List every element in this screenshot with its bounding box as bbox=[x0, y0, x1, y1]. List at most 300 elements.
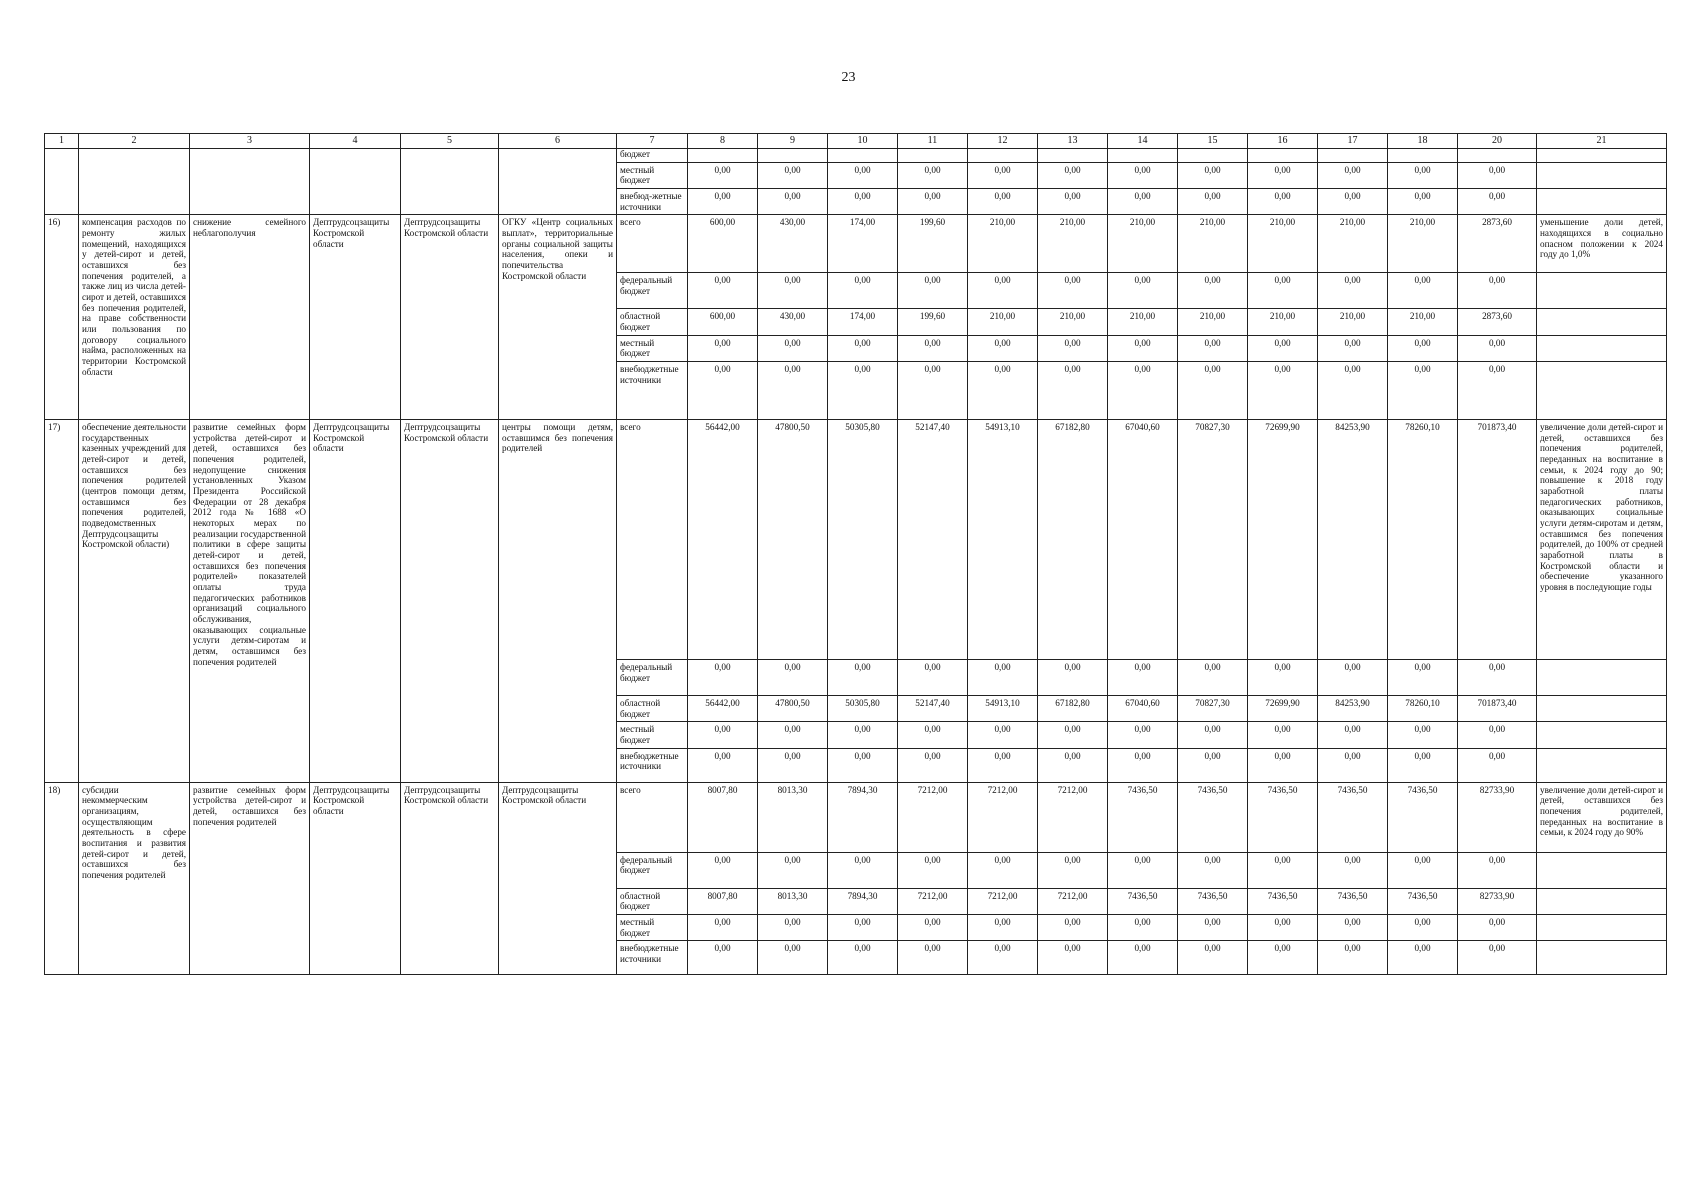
total-value-cell: 701873,40 bbox=[1458, 420, 1537, 660]
item-index: 16) bbox=[45, 215, 79, 420]
blank-cell bbox=[45, 149, 79, 215]
page-number: 23 bbox=[841, 70, 856, 85]
year-value-cell: 0,00 bbox=[1108, 852, 1178, 888]
year-value-cell bbox=[1388, 149, 1458, 163]
item-participants: центры помощи детям, оставшимся без попечения родителей bbox=[499, 420, 617, 783]
item-goal: снижение семейного неблагополучия bbox=[190, 215, 310, 420]
year-value-cell: 0,00 bbox=[1108, 362, 1178, 420]
year-value-cell: 0,00 bbox=[1108, 915, 1178, 941]
funding-source-cell: местный бюджет bbox=[617, 335, 688, 361]
year-value-cell: 0,00 bbox=[1038, 852, 1108, 888]
year-value-cell: 8007,80 bbox=[688, 782, 758, 852]
item-customer: Дептрудсоцзащиты Костромской области bbox=[401, 782, 499, 975]
year-value-cell: 0,00 bbox=[1038, 941, 1108, 975]
year-value-cell: 0,00 bbox=[898, 852, 968, 888]
year-value-cell: 0,00 bbox=[1318, 722, 1388, 748]
blank-cell bbox=[499, 149, 617, 215]
year-value-cell: 0,00 bbox=[968, 941, 1038, 975]
year-value-cell: 7436,50 bbox=[1248, 782, 1318, 852]
year-value-cell: 0,00 bbox=[758, 189, 828, 215]
year-value-cell: 0,00 bbox=[688, 273, 758, 309]
year-value-cell: 0,00 bbox=[1318, 915, 1388, 941]
year-value-cell: 0,00 bbox=[968, 915, 1038, 941]
year-value-cell: 0,00 bbox=[828, 748, 898, 782]
year-value-cell: 47800,50 bbox=[758, 420, 828, 660]
item-executor: Дептрудсоцзащиты Костромской области bbox=[310, 215, 401, 420]
year-value-cell: 0,00 bbox=[688, 852, 758, 888]
year-value-cell: 0,00 bbox=[968, 362, 1038, 420]
funding-source-cell: внебюджетные источники bbox=[617, 748, 688, 782]
year-value-cell: 0,00 bbox=[1388, 273, 1458, 309]
result-cell bbox=[1537, 309, 1667, 335]
year-value-cell: 0,00 bbox=[1178, 941, 1248, 975]
year-value-cell: 0,00 bbox=[828, 915, 898, 941]
total-value-cell: 0,00 bbox=[1458, 162, 1537, 188]
total-value-cell: 82733,90 bbox=[1458, 888, 1537, 914]
year-value-cell: 0,00 bbox=[828, 189, 898, 215]
column-number-cell: 13 bbox=[1038, 134, 1108, 149]
year-value-cell: 56442,00 bbox=[688, 420, 758, 660]
year-value-cell: 0,00 bbox=[688, 941, 758, 975]
result-cell bbox=[1537, 852, 1667, 888]
year-value-cell: 7436,50 bbox=[1388, 782, 1458, 852]
year-value-cell: 0,00 bbox=[688, 660, 758, 696]
funding-source-cell: федеральный бюджет bbox=[617, 273, 688, 309]
year-value-cell: 0,00 bbox=[1318, 852, 1388, 888]
year-value-cell: 7436,50 bbox=[1318, 782, 1388, 852]
year-value-cell: 7212,00 bbox=[898, 782, 968, 852]
year-value-cell: 0,00 bbox=[1108, 273, 1178, 309]
year-value-cell: 0,00 bbox=[898, 748, 968, 782]
funding-source-cell: внебюджетные источники bbox=[617, 362, 688, 420]
year-value-cell: 7436,50 bbox=[1108, 782, 1178, 852]
year-value-cell: 210,00 bbox=[1388, 215, 1458, 273]
year-value-cell: 430,00 bbox=[758, 215, 828, 273]
year-value-cell: 0,00 bbox=[1388, 335, 1458, 361]
year-value-cell: 210,00 bbox=[1318, 215, 1388, 273]
column-number-cell: 15 bbox=[1178, 134, 1248, 149]
total-value-cell: 2873,60 bbox=[1458, 309, 1537, 335]
year-value-cell: 0,00 bbox=[968, 335, 1038, 361]
year-value-cell: 0,00 bbox=[898, 162, 968, 188]
column-number-cell: 3 bbox=[190, 134, 310, 149]
year-value-cell: 7436,50 bbox=[1178, 782, 1248, 852]
result-cell bbox=[1537, 722, 1667, 748]
year-value-cell: 0,00 bbox=[1388, 189, 1458, 215]
continuation-row bbox=[45, 149, 1667, 163]
year-value-cell: 50305,80 bbox=[828, 420, 898, 660]
year-value-cell bbox=[1248, 149, 1318, 163]
year-value-cell: 0,00 bbox=[1108, 748, 1178, 782]
funding-source-cell: внебюд-жетные источники bbox=[617, 189, 688, 215]
year-value-cell bbox=[1038, 149, 1108, 163]
year-value-cell: 0,00 bbox=[968, 660, 1038, 696]
year-value-cell: 0,00 bbox=[1108, 335, 1178, 361]
year-value-cell: 0,00 bbox=[1248, 722, 1318, 748]
year-value-cell: 67182,80 bbox=[1038, 420, 1108, 660]
column-number-cell: 21 bbox=[1537, 134, 1667, 149]
item-index: 18) bbox=[45, 782, 79, 975]
column-number-cell: 16 bbox=[1248, 134, 1318, 149]
year-value-cell: 0,00 bbox=[688, 748, 758, 782]
column-number-cell: 14 bbox=[1108, 134, 1178, 149]
year-value-cell: 72699,90 bbox=[1248, 696, 1318, 722]
item-goal: развитие семейных форм устройства детей-сирот и детей, оставшихся без попечения родителей bbox=[190, 782, 310, 975]
item-name: субсидии некоммерческим организациям, осуществляющим деятельность в сфере воспитания и развития детей-сирот и детей, оставшихся без попечения родителей bbox=[79, 782, 190, 975]
year-value-cell: 7436,50 bbox=[1318, 888, 1388, 914]
year-value-cell: 70827,30 bbox=[1178, 696, 1248, 722]
year-value-cell: 7212,00 bbox=[898, 888, 968, 914]
year-value-cell: 0,00 bbox=[968, 162, 1038, 188]
year-value-cell: 0,00 bbox=[688, 162, 758, 188]
year-value-cell bbox=[828, 149, 898, 163]
year-value-cell: 0,00 bbox=[1388, 722, 1458, 748]
item-goal: развитие семейных форм устройства детей-сирот и детей, оставшихся без попечения родителей, недопущение снижения установленных Указом Президента Российской Федерации от 28 декабря 2012 года № 1688 «О некоторых мерах по реализации государственной политики в сфере защиты детей-сирот и детей, оставшихся без попечения родителей» показателей оплаты труда педагогических работников организаций социального обслуживания, оказывающих социальные услуги детям-сиротам и детям, оставшимся без попечения родителей bbox=[190, 420, 310, 783]
total-value-cell: 0,00 bbox=[1458, 748, 1537, 782]
year-value-cell: 0,00 bbox=[828, 852, 898, 888]
year-value-cell: 0,00 bbox=[1178, 189, 1248, 215]
year-value-cell: 210,00 bbox=[1388, 309, 1458, 335]
item-executor: Дептрудсоцзащиты Костромской области bbox=[310, 782, 401, 975]
column-number-cell: 6 bbox=[499, 134, 617, 149]
year-value-cell: 0,00 bbox=[1248, 915, 1318, 941]
year-value-cell: 0,00 bbox=[1388, 748, 1458, 782]
year-value-cell: 0,00 bbox=[758, 941, 828, 975]
year-value-cell: 0,00 bbox=[758, 915, 828, 941]
column-number-cell: 2 bbox=[79, 134, 190, 149]
funding-source-cell: местный бюджет bbox=[617, 162, 688, 188]
year-value-cell: 50305,80 bbox=[828, 696, 898, 722]
year-value-cell: 72699,90 bbox=[1248, 420, 1318, 660]
year-value-cell: 7212,00 bbox=[968, 888, 1038, 914]
year-value-cell: 0,00 bbox=[1318, 273, 1388, 309]
year-value-cell: 0,00 bbox=[828, 722, 898, 748]
year-value-cell: 67040,60 bbox=[1108, 420, 1178, 660]
year-value-cell: 0,00 bbox=[758, 273, 828, 309]
year-value-cell: 0,00 bbox=[1108, 941, 1178, 975]
year-value-cell: 0,00 bbox=[1038, 722, 1108, 748]
year-value-cell: 0,00 bbox=[1178, 722, 1248, 748]
year-value-cell: 600,00 bbox=[688, 309, 758, 335]
year-value-cell: 0,00 bbox=[1108, 722, 1178, 748]
year-value-cell: 56442,00 bbox=[688, 696, 758, 722]
year-value-cell: 8007,80 bbox=[688, 888, 758, 914]
year-value-cell: 0,00 bbox=[1248, 852, 1318, 888]
result-cell bbox=[1537, 189, 1667, 215]
result-cell bbox=[1537, 748, 1667, 782]
item-participants: ОГКУ «Центр социальных выплат», территориальные органы социальной защиты населения, опеки и попечительства Костромской области bbox=[499, 215, 617, 420]
year-value-cell: 8013,30 bbox=[758, 782, 828, 852]
year-value-cell: 0,00 bbox=[1318, 189, 1388, 215]
year-value-cell: 0,00 bbox=[1248, 748, 1318, 782]
year-value-cell: 0,00 bbox=[828, 941, 898, 975]
year-value-cell: 0,00 bbox=[1038, 335, 1108, 361]
column-number-cell: 8 bbox=[688, 134, 758, 149]
funding-source-cell: федеральный бюджет bbox=[617, 660, 688, 696]
item-customer: Дептрудсоцзащиты Костромской области bbox=[401, 420, 499, 783]
year-value-cell: 199,60 bbox=[898, 309, 968, 335]
year-value-cell: 0,00 bbox=[1038, 660, 1108, 696]
total-value-cell: 2873,60 bbox=[1458, 215, 1537, 273]
year-value-cell: 0,00 bbox=[828, 273, 898, 309]
column-number-cell: 10 bbox=[828, 134, 898, 149]
year-value-cell: 67040,60 bbox=[1108, 696, 1178, 722]
result-cell bbox=[1537, 335, 1667, 361]
year-value-cell: 0,00 bbox=[1038, 273, 1108, 309]
year-value-cell: 0,00 bbox=[758, 362, 828, 420]
year-value-cell: 0,00 bbox=[828, 660, 898, 696]
year-value-cell: 0,00 bbox=[1178, 162, 1248, 188]
total-value-cell: 0,00 bbox=[1458, 189, 1537, 215]
result-cell bbox=[1537, 660, 1667, 696]
result-cell bbox=[1537, 888, 1667, 914]
column-number-cell: 17 bbox=[1318, 134, 1388, 149]
item-name: обеспечение деятельности государственных казенных учреждений для детей-сирот и детей, оставшихся без попечения родителей (центров помощи детям, оставшимся без попечения родителей, подведомственных Дептрудсоцзащиты Костромской области) bbox=[79, 420, 190, 783]
year-value-cell: 210,00 bbox=[1318, 309, 1388, 335]
column-number-cell: 4 bbox=[310, 134, 401, 149]
year-value-cell: 210,00 bbox=[968, 309, 1038, 335]
year-value-cell: 210,00 bbox=[1038, 215, 1108, 273]
column-number-cell: 11 bbox=[898, 134, 968, 149]
year-value-cell: 0,00 bbox=[1178, 335, 1248, 361]
year-value-cell: 7212,00 bbox=[968, 782, 1038, 852]
column-number-cell: 7 bbox=[617, 134, 688, 149]
year-value-cell: 0,00 bbox=[1388, 915, 1458, 941]
year-value-cell: 0,00 bbox=[898, 915, 968, 941]
total-value-cell: 0,00 bbox=[1458, 335, 1537, 361]
year-value-cell: 70827,30 bbox=[1178, 420, 1248, 660]
funding-source-cell: всего bbox=[617, 782, 688, 852]
year-value-cell bbox=[688, 149, 758, 163]
year-value-cell: 47800,50 bbox=[758, 696, 828, 722]
year-value-cell: 0,00 bbox=[1248, 273, 1318, 309]
year-value-cell: 0,00 bbox=[898, 722, 968, 748]
year-value-cell bbox=[898, 149, 968, 163]
total-value-cell: 701873,40 bbox=[1458, 696, 1537, 722]
funding-source-cell: федеральный бюджет bbox=[617, 852, 688, 888]
result-cell bbox=[1537, 362, 1667, 420]
year-value-cell: 0,00 bbox=[688, 915, 758, 941]
column-number-cell: 18 bbox=[1388, 134, 1458, 149]
funding-source-cell: всего bbox=[617, 215, 688, 273]
item-row bbox=[45, 782, 1667, 852]
result-cell bbox=[1537, 149, 1667, 163]
column-number-cell: 1 bbox=[45, 134, 79, 149]
item-executor: Дептрудсоцзащиты Костромской области bbox=[310, 420, 401, 783]
year-value-cell bbox=[758, 149, 828, 163]
column-number-row bbox=[45, 134, 1667, 149]
year-value-cell: 0,00 bbox=[1388, 162, 1458, 188]
year-value-cell: 0,00 bbox=[1038, 189, 1108, 215]
total-value-cell: 0,00 bbox=[1458, 941, 1537, 975]
year-value-cell: 210,00 bbox=[1248, 309, 1318, 335]
column-number-cell: 5 bbox=[401, 134, 499, 149]
total-value-cell: 0,00 bbox=[1458, 915, 1537, 941]
year-value-cell: 0,00 bbox=[1248, 335, 1318, 361]
year-value-cell: 210,00 bbox=[1248, 215, 1318, 273]
year-value-cell: 54913,10 bbox=[968, 420, 1038, 660]
year-value-cell: 0,00 bbox=[758, 748, 828, 782]
year-value-cell: 84253,90 bbox=[1318, 696, 1388, 722]
year-value-cell: 0,00 bbox=[1038, 362, 1108, 420]
program-activities-table bbox=[44, 133, 1667, 975]
year-value-cell: 0,00 bbox=[828, 162, 898, 188]
year-value-cell: 0,00 bbox=[1318, 335, 1388, 361]
year-value-cell: 0,00 bbox=[688, 335, 758, 361]
year-value-cell: 210,00 bbox=[1178, 309, 1248, 335]
year-value-cell: 0,00 bbox=[758, 660, 828, 696]
column-number-cell: 12 bbox=[968, 134, 1038, 149]
year-value-cell: 0,00 bbox=[1178, 660, 1248, 696]
year-value-cell: 0,00 bbox=[898, 335, 968, 361]
year-value-cell: 0,00 bbox=[968, 748, 1038, 782]
funding-source-cell: областной бюджет bbox=[617, 696, 688, 722]
year-value-cell: 0,00 bbox=[758, 852, 828, 888]
year-value-cell: 0,00 bbox=[898, 273, 968, 309]
year-value-cell: 174,00 bbox=[828, 215, 898, 273]
year-value-cell: 0,00 bbox=[758, 335, 828, 361]
funding-source-cell: областной бюджет bbox=[617, 888, 688, 914]
year-value-cell: 0,00 bbox=[1108, 660, 1178, 696]
funding-source-cell: бюджет bbox=[617, 149, 688, 163]
year-value-cell: 78260,10 bbox=[1388, 420, 1458, 660]
year-value-cell: 0,00 bbox=[1318, 941, 1388, 975]
year-value-cell: 0,00 bbox=[1038, 915, 1108, 941]
funding-source-cell: местный бюджет bbox=[617, 722, 688, 748]
year-value-cell: 7212,00 bbox=[1038, 888, 1108, 914]
total-value-cell: 0,00 bbox=[1458, 722, 1537, 748]
year-value-cell: 0,00 bbox=[1388, 852, 1458, 888]
year-value-cell: 0,00 bbox=[688, 722, 758, 748]
column-number-cell: 9 bbox=[758, 134, 828, 149]
year-value-cell: 0,00 bbox=[1388, 362, 1458, 420]
year-value-cell: 199,60 bbox=[898, 215, 968, 273]
item-result: увеличение доли детей-сирот и детей, оставшихся без попечения родителей, переданных на воспитание в семьи, к 2024 году до 90; повышение к 2018 году заработной платы педагогических работников, оказывающих социальные услуги детям-сиротам и детям, оставшимся без попечения родителей, до 100% от средней заработной платы в Костромской области и обеспечение указанного уровня в последующие годы bbox=[1537, 420, 1667, 660]
year-value-cell: 7436,50 bbox=[1178, 888, 1248, 914]
year-value-cell: 0,00 bbox=[1318, 660, 1388, 696]
year-value-cell: 600,00 bbox=[688, 215, 758, 273]
blank-cell bbox=[79, 149, 190, 215]
year-value-cell: 7436,50 bbox=[1108, 888, 1178, 914]
year-value-cell: 52147,40 bbox=[898, 420, 968, 660]
year-value-cell: 210,00 bbox=[1038, 309, 1108, 335]
year-value-cell: 0,00 bbox=[1388, 660, 1458, 696]
year-value-cell: 8013,30 bbox=[758, 888, 828, 914]
funding-source-cell: внебюджетные источники bbox=[617, 941, 688, 975]
total-value-cell bbox=[1458, 149, 1537, 163]
result-cell bbox=[1537, 162, 1667, 188]
year-value-cell: 0,00 bbox=[968, 189, 1038, 215]
year-value-cell: 0,00 bbox=[1178, 273, 1248, 309]
item-participants: Дептрудсоцзащиты Костромской области bbox=[499, 782, 617, 975]
total-value-cell: 0,00 bbox=[1458, 273, 1537, 309]
year-value-cell: 0,00 bbox=[1318, 362, 1388, 420]
item-name: компенсация расходов по ремонту жилых помещений, находящихся у детей-сирот и детей, оставшихся без попечения родителей, а также лиц из числа детей-сирот и детей, оставшихся без попечения родителей, на праве собственности или пользования по договору социального найма, расположенных на территории Костромской области bbox=[79, 215, 190, 420]
year-value-cell bbox=[1108, 149, 1178, 163]
year-value-cell: 7894,30 bbox=[828, 782, 898, 852]
year-value-cell bbox=[968, 149, 1038, 163]
year-value-cell: 67182,80 bbox=[1038, 696, 1108, 722]
year-value-cell: 0,00 bbox=[968, 852, 1038, 888]
item-row bbox=[45, 215, 1667, 273]
result-cell bbox=[1537, 273, 1667, 309]
year-value-cell: 174,00 bbox=[828, 309, 898, 335]
year-value-cell: 0,00 bbox=[758, 162, 828, 188]
year-value-cell: 54913,10 bbox=[968, 696, 1038, 722]
year-value-cell: 52147,40 bbox=[898, 696, 968, 722]
year-value-cell bbox=[1178, 149, 1248, 163]
year-value-cell: 0,00 bbox=[898, 362, 968, 420]
year-value-cell: 0,00 bbox=[1248, 941, 1318, 975]
total-value-cell: 0,00 bbox=[1458, 362, 1537, 420]
result-cell bbox=[1537, 915, 1667, 941]
year-value-cell: 0,00 bbox=[828, 335, 898, 361]
year-value-cell: 210,00 bbox=[1108, 309, 1178, 335]
total-value-cell: 82733,90 bbox=[1458, 782, 1537, 852]
year-value-cell: 7894,30 bbox=[828, 888, 898, 914]
year-value-cell: 7212,00 bbox=[1038, 782, 1108, 852]
year-value-cell: 0,00 bbox=[968, 273, 1038, 309]
year-value-cell: 0,00 bbox=[1178, 915, 1248, 941]
year-value-cell: 430,00 bbox=[758, 309, 828, 335]
blank-cell bbox=[190, 149, 310, 215]
year-value-cell: 0,00 bbox=[1038, 748, 1108, 782]
column-number-cell: 20 bbox=[1458, 134, 1537, 149]
year-value-cell: 0,00 bbox=[1178, 748, 1248, 782]
year-value-cell: 0,00 bbox=[828, 362, 898, 420]
year-value-cell: 0,00 bbox=[1178, 852, 1248, 888]
year-value-cell: 0,00 bbox=[1388, 941, 1458, 975]
blank-cell bbox=[401, 149, 499, 215]
year-value-cell: 7436,50 bbox=[1388, 888, 1458, 914]
year-value-cell: 0,00 bbox=[1318, 748, 1388, 782]
total-value-cell: 0,00 bbox=[1458, 660, 1537, 696]
year-value-cell: 0,00 bbox=[1108, 189, 1178, 215]
year-value-cell: 0,00 bbox=[688, 189, 758, 215]
year-value-cell: 0,00 bbox=[1178, 362, 1248, 420]
year-value-cell: 84253,90 bbox=[1318, 420, 1388, 660]
year-value-cell: 0,00 bbox=[1248, 189, 1318, 215]
item-customer: Дептрудсоцзащиты Костромской области bbox=[401, 215, 499, 420]
year-value-cell: 0,00 bbox=[758, 722, 828, 748]
year-value-cell: 78260,10 bbox=[1388, 696, 1458, 722]
year-value-cell: 0,00 bbox=[898, 660, 968, 696]
item-index: 17) bbox=[45, 420, 79, 783]
year-value-cell: 0,00 bbox=[898, 941, 968, 975]
result-cell bbox=[1537, 696, 1667, 722]
result-cell bbox=[1537, 941, 1667, 975]
year-value-cell: 7436,50 bbox=[1248, 888, 1318, 914]
year-value-cell: 0,00 bbox=[1248, 660, 1318, 696]
funding-source-cell: областной бюджет bbox=[617, 309, 688, 335]
year-value-cell: 0,00 bbox=[688, 362, 758, 420]
year-value-cell: 0,00 bbox=[898, 189, 968, 215]
total-value-cell: 0,00 bbox=[1458, 852, 1537, 888]
funding-source-cell: местный бюджет bbox=[617, 915, 688, 941]
year-value-cell: 0,00 bbox=[1038, 162, 1108, 188]
year-value-cell: 0,00 bbox=[1248, 162, 1318, 188]
item-row bbox=[45, 420, 1667, 660]
year-value-cell: 0,00 bbox=[1248, 362, 1318, 420]
funding-source-cell: всего bbox=[617, 420, 688, 660]
year-value-cell: 0,00 bbox=[968, 722, 1038, 748]
item-result: уменьшение доли детей, находящихся в социально опасном положении к 2024 году до 1,0% bbox=[1537, 215, 1667, 273]
blank-cell bbox=[310, 149, 401, 215]
year-value-cell: 0,00 bbox=[1108, 162, 1178, 188]
year-value-cell: 210,00 bbox=[1178, 215, 1248, 273]
year-value-cell: 210,00 bbox=[968, 215, 1038, 273]
year-value-cell bbox=[1318, 149, 1388, 163]
